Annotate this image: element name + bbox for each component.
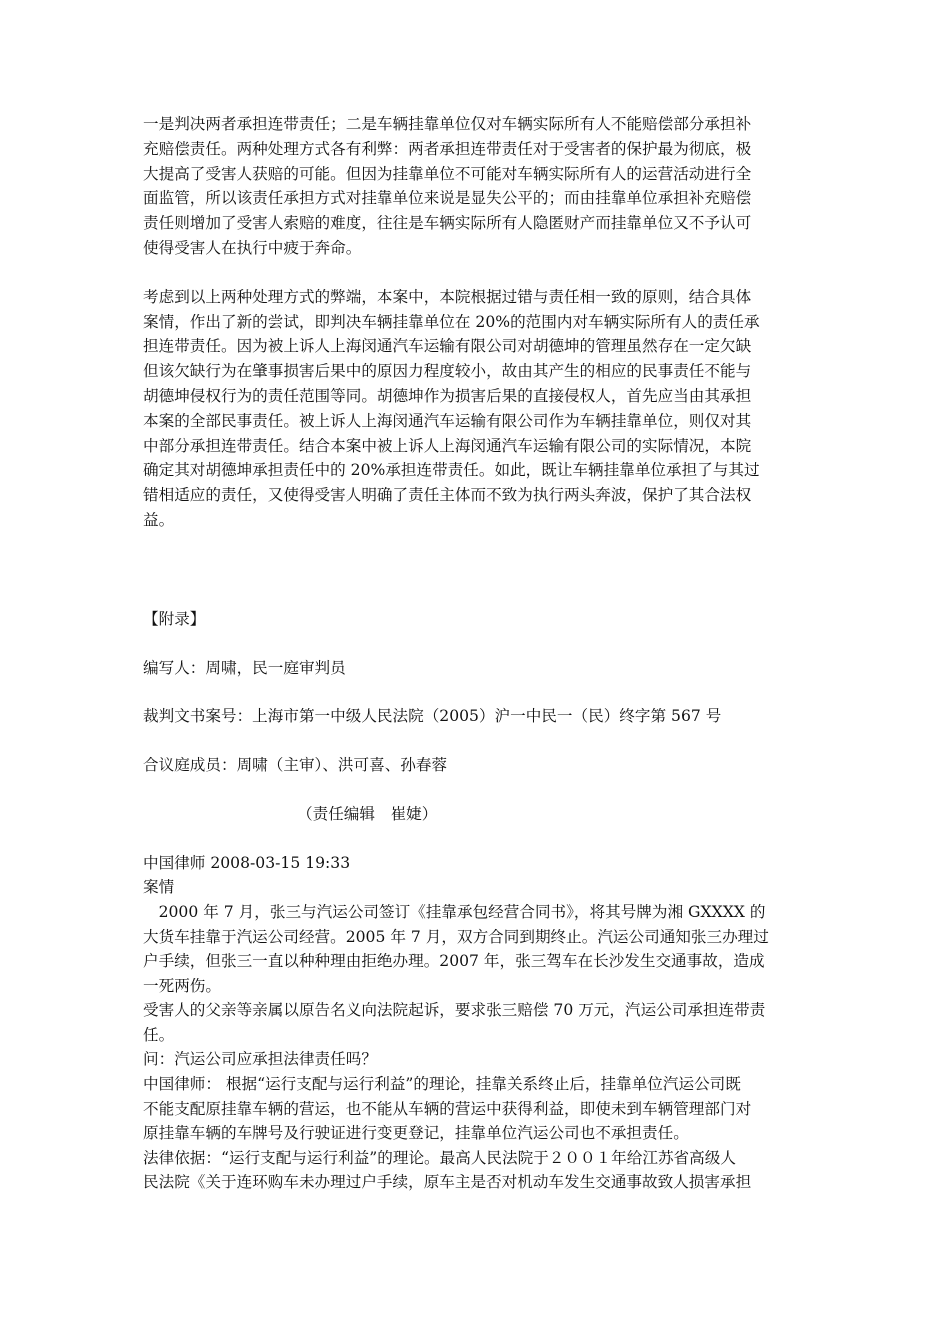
article-line: 一死两伤。: [143, 976, 221, 995]
appendix-case-number: [143, 704, 808, 729]
paragraph-line: 益。: [143, 510, 175, 529]
appendix-author: [143, 656, 808, 681]
paragraph-line: 大提高了受害人获赔的可能。但因为挂靠单位不可能对车辆实际所有人的运营活动进行全: [143, 164, 752, 183]
article-line: 中国律师： 根据“运行支配与运行利益”的理论，挂靠关系终止后，挂靠单位汽运公司既: [143, 1075, 741, 1094]
appendix-title: 【附录】: [143, 609, 206, 628]
article-line: 户手续，但张三一直以种种理由拒绝办理。2007 年，张三驾车在长沙发生交通事故，造成: [143, 952, 765, 971]
article-line: 不能支配原挂靠车辆的营运，也不能从车辆的营运中获得利益，即使未到车辆管理部门对: [143, 1099, 752, 1118]
paragraph-line: 本案的全部民事责任。被上诉人上海闵通汽车运输有限公司作为车辆挂靠单位，则仅对其: [143, 411, 752, 430]
paragraph-line: 充赔偿责任。两种处理方式各有利弊：两者承担连带责任对于受害者的保护最为彻底，极: [143, 139, 752, 158]
paragraph-line: 确定其对胡德坤承担责任中的 20%承担连带责任。如此，既让车辆挂靠单位承担了与其过: [143, 461, 760, 480]
article-byline: 中国律师 2008-03-15 19:33: [143, 853, 351, 872]
article-line: 2000 年 7 月，张三与汽运公司签订《挂靠承包经营合同书》，将其号牌为湘 GXXXX 的: [143, 902, 766, 921]
paragraph-plurality-analysis: [143, 112, 808, 261]
author-line: 编写人：周啸，民一庭审判员: [143, 658, 346, 677]
article-heading-case: 案情: [143, 878, 175, 897]
article-line: 大货车挂靠于汽运公司经营。2005 年 7 月，双方合同到期终止。汽运公司通知张三办理过: [143, 927, 769, 946]
paragraph-line: 案情，作出了新的尝试，即判决车辆挂靠单位在 20%的范围内对车辆实际所有人的责任承: [143, 312, 760, 331]
editor-line: （责任编辑 崔婕）: [297, 804, 438, 823]
appendix-editor: [143, 802, 808, 827]
article-line: 法律依据：“运行支配与运行利益”的理论。最高人民法院于２００１年给江苏省高级人: [143, 1148, 736, 1167]
paragraph-court-reasoning: [143, 285, 808, 533]
article-question: 问：汽运公司应承担法律责任吗？: [143, 1050, 377, 1069]
appendix-heading: [143, 607, 808, 632]
paragraph-line: 责任则增加了受害人索赔的难度，往往是车辆实际所有人隐匿财产而挂靠单位又不予认可: [143, 214, 752, 233]
panel-line: 合议庭成员：周啸（主审）、洪可喜、孙春蓉: [143, 756, 448, 775]
article-line: 民法院《关于连环购车未办理过户手续，原车主是否对机动车发生交通事故致人损害承担: [143, 1173, 752, 1192]
case-number-line: 裁判文书案号：上海市第一中级人民法院（2005）沪一中民一（民）终字第 567 号: [143, 707, 722, 726]
appendix-panel: [143, 753, 808, 778]
paragraph-line: 面监管，所以该责任承担方式对挂靠单位来说是显失公平的；而由挂靠单位承担补充赔偿: [143, 189, 752, 208]
paragraph-line: 考虑到以上两种处理方式的弊端，本案中，本院根据过错与责任相一致的原则，结合具体: [143, 287, 752, 306]
paragraph-line: 但该欠缺行为在肇事损害后果中的原因力程度较小，故由其产生的相应的民事责任不能与: [143, 362, 752, 381]
paragraph-line: 错相适应的责任，又使得受害人明确了责任主体而不致为执行两头奔波，保护了其合法权: [143, 486, 752, 505]
document-page: [143, 112, 808, 1195]
article-line: 受害人的父亲等亲属以原告名义向法院起诉，要求张三赔偿 70 万元，汽运公司承担连带责: [143, 1001, 766, 1020]
article-line: 任。: [143, 1025, 175, 1044]
article-section: [143, 851, 808, 1195]
paragraph-line: 担连带责任。因为被上诉人上海闵通汽车运输有限公司对胡德坤的管理虽然存在一定欠缺: [143, 337, 752, 356]
paragraph-line: 一是判决两者承担连带责任；二是车辆挂靠单位仅对车辆实际所有人不能赔偿部分承担补: [143, 115, 752, 133]
paragraph-line: 胡德坤侵权行为的责任范围等同。胡德坤作为损害后果的直接侵权人，首先应当由其承担: [143, 386, 752, 405]
paragraph-line: 使得受害人在执行中疲于奔命。: [143, 238, 362, 257]
paragraph-line: 中部分承担连带责任。结合本案中被上诉人上海闵通汽车运输有限公司的实际情况，本院: [143, 436, 752, 455]
article-line: 原挂靠车辆的车牌号及行驶证进行变更登记，挂靠单位汽运公司也不承担责任。: [143, 1124, 689, 1143]
